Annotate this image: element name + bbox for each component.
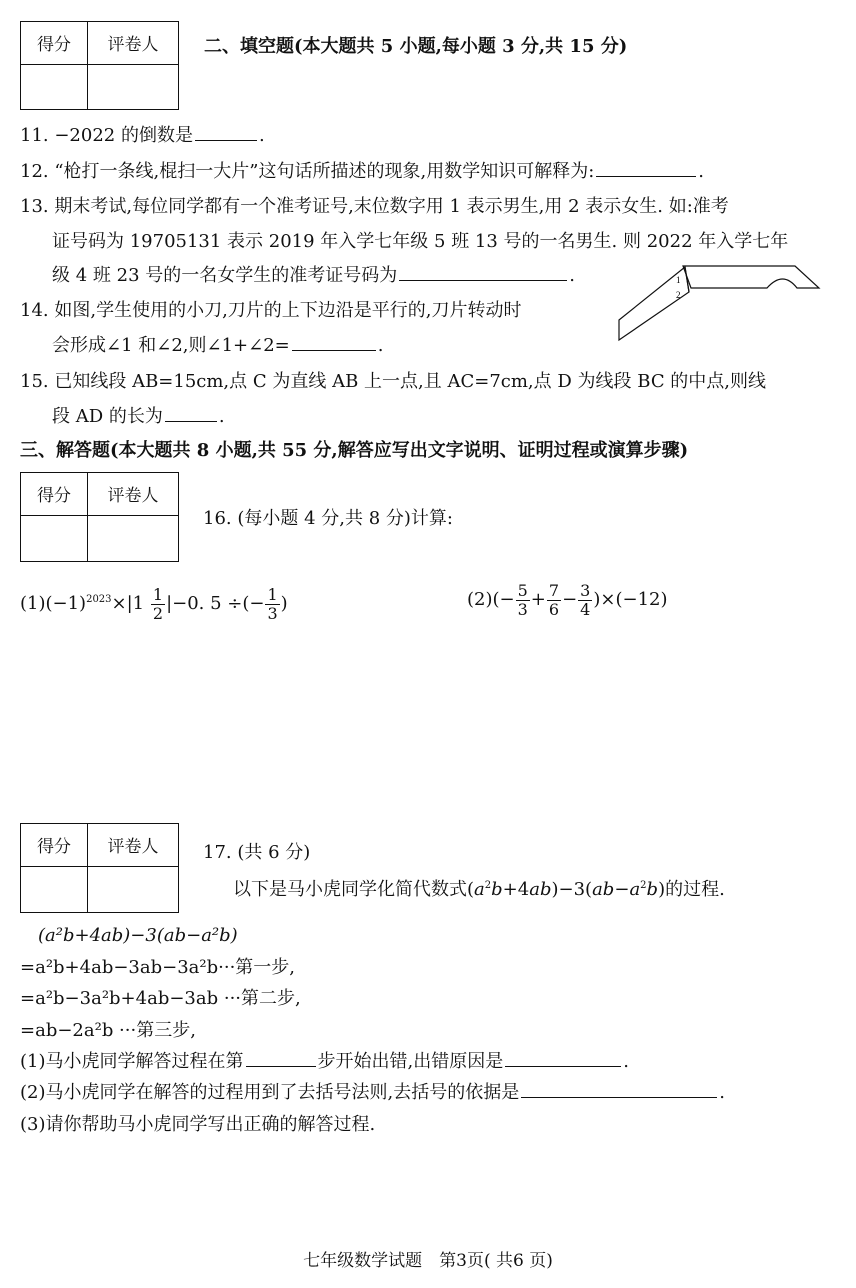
q12: 12. “枪打一条线,棍扫一大片”这句话所描述的现象,用数学知识可解释为: . xyxy=(20,161,704,182)
q15-line2: 段 AD 的长为 . xyxy=(52,406,225,427)
q17-step2: =a²b−3a²b+4ab−3ab ···第二步, xyxy=(20,988,301,1009)
q17-sub1: (1)马小虎同学解答过程在第 步开始出错,出错原因是 . xyxy=(20,1051,629,1072)
fraction: $\frac{5}{3}$ xyxy=(517,580,528,619)
q15-answer-blank[interactable] xyxy=(165,420,217,422)
q13-line1: 13. 期末考试,每位同学都有一个准考证号,末位数字用 1 表示男生,用 2 表示女生. 如:准考 xyxy=(20,196,729,217)
q17-step1: =a²b+4ab−3ab−3a²b···第一步, xyxy=(20,957,296,978)
section3-title: 三、解答题(本大题共 8 小题,共 55 分,解答应写出文字说明、证明过程或演算步骤) xyxy=(20,440,689,461)
page-footer: 七年级数学试题 第3页( 共6 页) xyxy=(303,1251,553,1271)
knife-figure xyxy=(615,262,825,342)
score-box-2 xyxy=(20,472,179,562)
fraction: $\frac{1}{2}$ xyxy=(152,584,164,623)
q17-sub2: (2)马小虎同学在解答的过程用到了去括号法则,去括号的依据是 . xyxy=(20,1082,725,1103)
score-label: 得分 xyxy=(37,837,71,857)
q17-basis-blank[interactable] xyxy=(521,1096,717,1098)
q16-part1: $(1)(-1)^{2023}\times|1$ $\frac{1}{2}$ |−0. 5 ÷(− $\frac{1}{3}$ ) xyxy=(20,584,288,623)
q12-answer-blank[interactable] xyxy=(596,175,696,177)
q11-answer-blank[interactable] xyxy=(195,139,257,141)
grader-label: 评卷人 xyxy=(107,486,159,506)
q15-line1: 15. 已知线段 AB=15cm,点 C 为直线 AB 上一点,且 AC=7cm,点 D 为线段 BC 的中点,则线 xyxy=(20,371,767,392)
q17-step-blank[interactable] xyxy=(246,1065,316,1067)
grader-label: 评卷人 xyxy=(107,837,159,857)
q14-line1: 14. 如图,学生使用的小刀,刀片的上下边沿是平行的,刀片转动时 xyxy=(20,300,522,321)
q11: 11. −2022 的倒数是 . xyxy=(20,125,265,146)
q13-line3: 级 4 班 23 号的一名女学生的准考证号码为 . xyxy=(52,265,575,286)
q16-title: 16. (每小题 4 分,共 8 分)计算: xyxy=(203,508,453,529)
fraction: $\frac{7}{6}$ xyxy=(548,580,560,619)
q17-sub3: (3)请你帮助马小虎同学写出正确的解答过程. xyxy=(20,1114,376,1135)
q17-step0: (a²b+4ab)−3(ab−a²b) xyxy=(38,925,238,946)
fraction: $\frac{1}{3}$ xyxy=(267,584,278,623)
angle-1-label: 1 xyxy=(676,275,681,285)
angle-2-label: 2 xyxy=(676,290,681,300)
knife-handle xyxy=(683,266,819,288)
q17-intro: 以下是马小虎同学化简代数式$(a^2b+4ab)-3(ab-a^2b)$的过程. xyxy=(233,879,725,900)
q13-answer-blank[interactable] xyxy=(399,279,567,281)
q16-part2: (2)(− $\frac{5}{3}$ + $\frac{7}{6}$ − $\frac{3}{4}$ )×(−12) xyxy=(467,580,668,619)
q13-line2: 证号码为 19705131 表示 2019 年入学七年级 5 班 13 号的一名男生. 则 2022 年入学七年 xyxy=(52,231,789,252)
q17-title: 17. (共 6 分) xyxy=(203,842,311,863)
section2-title: 二、填空题(本大题共 5 小题,每小题 3 分,共 15 分) xyxy=(204,36,628,57)
q14-line2: 会形成∠1 和∠2,则∠1+∠2= . xyxy=(52,335,384,356)
score-label: 得分 xyxy=(37,486,71,506)
grader-label: 评卷人 xyxy=(107,35,159,55)
q14-answer-blank[interactable] xyxy=(292,349,376,351)
fraction: $\frac{3}{4}$ xyxy=(580,580,591,619)
score-box-1 xyxy=(20,21,179,110)
q17-reason-blank[interactable] xyxy=(505,1065,621,1067)
q17-step3: =ab−2a²b ···第三步, xyxy=(20,1020,196,1041)
score-label: 得分 xyxy=(37,35,71,55)
score-box-3 xyxy=(20,823,179,913)
